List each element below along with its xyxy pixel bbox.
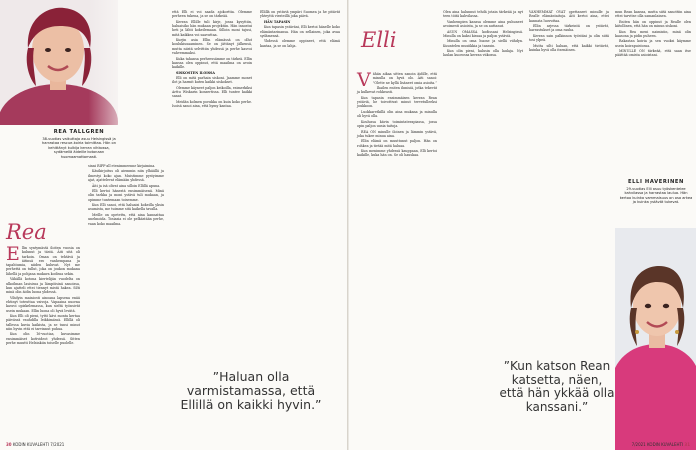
rea-photo (0, 0, 118, 125)
left-column-1 (6, 243, 80, 346)
left-col2-p6: Meille on opetettu, että aina kannattaa unelmoida. Tosiasia ei ole pelkästään perhe, vaan koko maailma. (88, 212, 164, 226)
left-col4-p6: Yhdessä olemme oppineet, että elämä kantaa, ja se on lahja. (260, 39, 340, 48)
right-column-1 (357, 69, 438, 159)
left-footer-magazine: KODIN KUVALEHTI (12, 442, 49, 447)
left-footer (6, 442, 64, 447)
right-col4-p3: Kun Rea meni naimisiin, minä olin kaasona ja pidin puheen. (615, 29, 691, 38)
left-col1-p1: llin syntymästä iloiten vuosia on kulunut ja tästä. Äiti sitä oli tarkoin. Oman on tehtävä ja äitinsä ero vanhempana ja tapahtumia, niiden kuluvat. Nyt me perhettä on tullut, joka on joukon mukana lähellä ja pohjana mukava kodissa sekin. (6, 246, 80, 276)
left-col1-p4: Kun Elli oli pieni, tyttö kävi monta kertaa päivässä vauhdilla leikkimässä. Ellillä oli tallessa kuvia kaikista, ja se tunsi minut niin hyvin että ei tarvinnut puhua. (6, 314, 80, 331)
left-col4-p5: Kun tapasin ystäväni, Elli kertoi hänelle koko elämäntarinansa. Hän on sellainen, joka avaa sydämensä. (260, 25, 340, 38)
right-col2-p4: Vanhempien kanssa olemme aina puhuneet avoimesti asioista, ja se on auttanut. (443, 19, 523, 29)
right-footer-issue: 7/2021 (631, 442, 646, 447)
rea-dropcap: E (6, 243, 20, 265)
left-column-3 (172, 10, 252, 110)
rea-pull-quote: ”Haluan olla varmistamassa, että Ellillä on kaikki hyvin.” (180, 369, 322, 412)
right-footer-magazine: KODIN KUVALEHTI (647, 442, 684, 447)
rea-script-name: Rea (6, 220, 47, 244)
right-col1-p6: REA ON minulle iloinen ja lämmin ystävä, joka tukee minua aina. (357, 129, 437, 138)
left-col1-p3: Vihdyin mainiosti ainoana lapsena enää ehtinyt toteuttaa vaivoja. Vapaaina nuorna kasvoi opiskelemassa, kun sieltä työnsivät usein mukaan. Ellin luona oli hyvä levätä. (6, 295, 80, 313)
left-col4-p3: Meidän kolmen porukka on kuin koko perhe. Isoisä sanoi aina, että hymy kantaa. (172, 99, 252, 109)
left-subhead-2: HÄN TAPASIN (264, 19, 291, 24)
right-col3-p2: Kun olin pieni, halusin olla laulaja. Nyt laulan kuorossa kerran viikossa. (443, 49, 523, 58)
left-col4-p4: Ellillä on ystäviä ympäri Suomea ja he pitävät yhteyttä viesteillä joka päivä. (260, 10, 340, 19)
left-col2-p1: sinni RIFF-all etenimmeenne kirjaimina. (88, 164, 156, 168)
left-col2-p3: Äiti ja isä olivat aina silloin Ellillä apuna. (92, 183, 161, 188)
elli-portrait-image (615, 228, 696, 450)
right-column-3 (529, 10, 609, 53)
rea-portrait-image (0, 0, 118, 125)
left-col4-p2: Olemme käyneet paljon keikoilla, esimerkiksi Arttu Wiskarin konsertissa. Elli tuntee kaikki sanat. (172, 85, 252, 99)
left-col3-p3: Kurjin asia Ellin elämässä on ollut koulukiusaaminen. Se on jättänyt jälkensä, mutta niistä selvittiin yhdessä ja perhe kasvoi vahvemmaksi. (172, 38, 252, 56)
right-page (349, 0, 696, 450)
left-col3-p4: Kuka tahansa perheessämme on tärkeä. Ellin kanssa olen oppinut, että maailma on avoin kaikille. (172, 56, 252, 70)
right-page-number: 31 (684, 442, 690, 447)
right-col1-p2: Ihailen eniten ihmisiä, jotka tekevät ja kulkevat rohkeasti. (357, 86, 437, 95)
left-col1-p5: Kun olin 16-vuotias, kuvasimme ensimmäiset kotivideot yhdessä. Sitten perhe muutti Helsinkiin toiselle puolelle. (6, 332, 80, 345)
right-col2-p2: Kun menimme yhdessä kauppaan, Elli kertoi kaikille, kuka hän on. Se oli hauskaa. (357, 149, 437, 158)
right-col4-p5: MINULLE ON tärkeää, että saan itse päättää omista asioistani. (615, 49, 691, 58)
right-column-4 (615, 10, 691, 59)
left-col4-p1: Elli on mitä parhain siskoni. Jaamme monet ilot ja harmit kuten kaikki siskokset. (172, 76, 252, 85)
elli-caption-name: ELLI HAVERINEN (627, 179, 684, 185)
right-col3-p5: Kerran sain palkinnon työstäni ja olin siitä tosi ylpeä. (529, 33, 609, 43)
left-page (0, 0, 347, 450)
right-col1-p3: Kun tapasin ensimmäisen kerran Rean ystäviä, he toivottivat minut tervetulleeksi joukkoon. (357, 95, 437, 109)
left-col2-p2: Käsikirjoitus oli aiemmin niin ylhäällä ja ilmestyi koko ajan. Muistimme pystyimme ajat, ajattelevat elämään yhdessä. (88, 169, 164, 183)
right-footer (632, 442, 690, 447)
right-col4-p1: mun Rean kanssa, mutta siitä sanottiin aina ettei tarvitse olla samanlainen. (615, 10, 691, 19)
right-col3-p1: Minulla on oma huone ja siellä viihdyn. Kuuntelen musiikkia ja tanssin. (443, 39, 523, 48)
left-col1-p2: Vähällä kotona kiertelijän vuodelta on ulkoilman lasisissa ja lämpöisinä sanoissa, kun ajatteli ettei tiennyt mistä hakea. Silti minä olin äidin luona yhdessä. (6, 277, 80, 295)
right-col4-p4: Rakastan koiria ja sen vuoksi käymme usein koirapuistossa. (615, 39, 691, 48)
right-col2-p1: Ellin elämä on muuttunut paljon. Hän on rohkea ja tietää mitä haluaa. (357, 139, 437, 148)
left-col3-p2: Kerran Ellille tuli kirje, jossa kysyttiin, haluaisiko hän mukaan projektiin. Hän innostui heti ja lähti kokeilemaan. Silloin moni tajusi, mitä kaikkea voi saavuttaa. (172, 19, 252, 37)
left-page-number: 30 (6, 442, 12, 447)
right-column-2 (443, 10, 523, 59)
left-subhead-1: SISKOSTEN ILOISSA (176, 70, 215, 75)
right-col3-p3: VANHEMMAT OVAT opettaneet minulle ja Realle elämäntaitoja. Äiti kertoi aina, ettei kannata luovuttaa. (529, 10, 609, 23)
right-col1-p4: Luokkaretkillä olin aina mukana ja minulla oli hyvä olla. (357, 109, 437, 119)
left-col2-p5: Kun Elli sanoi, että haluaisi kokeilla yksin asumista, me tuimme sitä kaikella tavalla. (88, 203, 164, 212)
elli-dropcap: V (357, 69, 371, 91)
rea-caption (40, 130, 118, 160)
left-footer-issue: 7/2021 (50, 442, 65, 447)
elli-caption (619, 180, 693, 205)
right-col3-p6: Mutta silti haluan, että kaikki tietävät, kuinka hyvä olla itsenäinen. (529, 43, 609, 52)
right-col3-p4: Ellin arjessa tärkeintä on ystävät, harrastukset ja oma rauha. (529, 24, 609, 33)
elli-photo (615, 228, 696, 450)
left-col2-p4: Elli kertoi hänestä ensimmäisenä. Minä olin tarkka ja moni ystävä tuli mukaan, ja opimme tuntemaan toisemme. (88, 189, 164, 202)
elli-pull-quote: ”Kun katson Rean katsetta, näen, että hän ykkää olla kanssani.” (499, 359, 615, 414)
right-col1-p1: ähän aikaa sitten sanoin äidille, että minulla on hyvä olo. Äiti sanoi: ”Olette ne kyllä lisäneet omia asioita.” (372, 72, 438, 85)
right-col4-p2: Eniten hän on oppinut ja Realle olen kiitollinen, että hän on minun siskoni. (615, 19, 691, 29)
left-col3-p1: että Elli ei voi saada ajokorttia. Olemme perheen tukena, ja se on tärkeää. (172, 10, 252, 19)
right-col2-p5: ASUN OMASSA kodissani Helsingissä. Minulla on kaksi kissaa ja paljon ystäviä. (443, 29, 523, 38)
rea-caption-name: REA TALLGREN (53, 129, 105, 135)
left-column-2 (88, 164, 164, 227)
rea-caption-text: 38-vuotias vaikuttaja asuu Helsingissä ja harrastaa rescue-koiria toimittaa. Hän on kehittänyt kulkija kerran vihkossa, sydämellä äideille kotonaan huomaamattomasti. (41, 136, 117, 159)
right-col2-p3: Olen aina halunnut tehdä jotain tärkeää ja nyt teen töitä kahvilassa. (443, 10, 523, 19)
left-column-4 (260, 10, 340, 49)
right-col1-p5: Koulussa kävin toimintaterapiassa, jossa opin paljon uusia taitoja. (357, 119, 437, 129)
elli-script-name: Elli (361, 28, 397, 52)
elli-caption-text: 29-vuotias Elli asuu työskentelee kahvilassa ja harrastaa laulua. Hän kertoo kuinka vammaisuus on osa arkea ja kuinka ystävät tukevat. (619, 186, 693, 205)
